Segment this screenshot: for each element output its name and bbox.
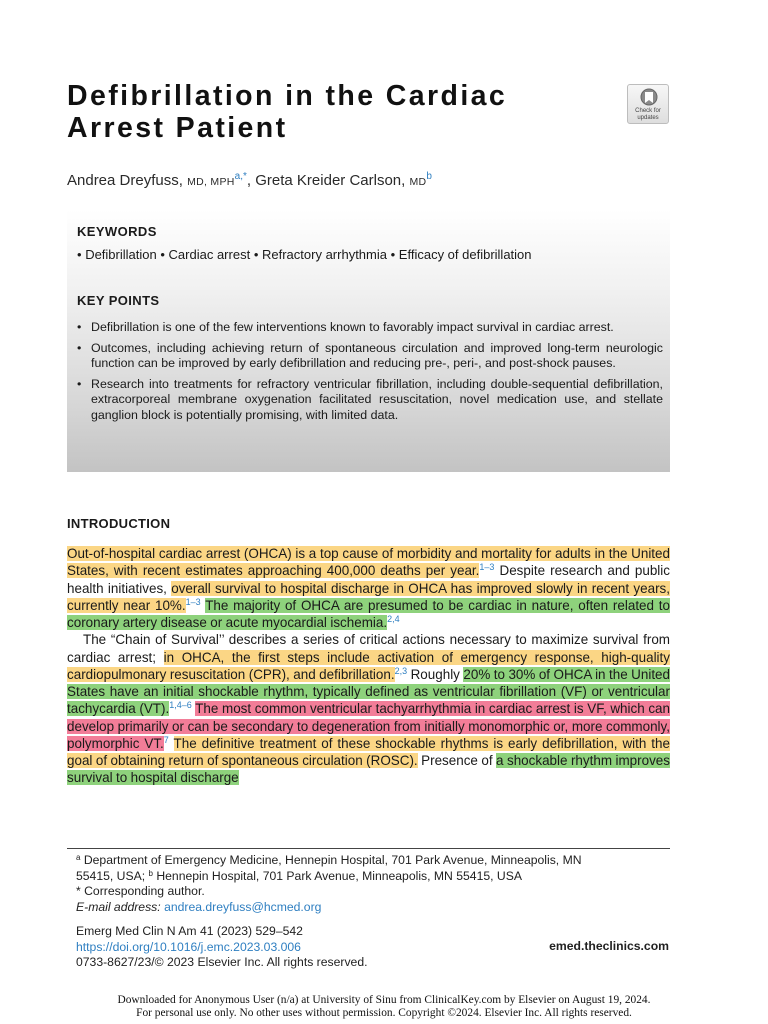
author-1-affiliation[interactable]: a,* bbox=[234, 171, 247, 182]
journal-website[interactable]: emed.theclinics.com bbox=[549, 939, 669, 953]
footnote-divider bbox=[67, 848, 670, 849]
article-title bbox=[67, 80, 507, 144]
highlight-pink: The most common ventricular tachyarrhythmia in cardiac arrest is VF, which can develop primarily or can be secondary to degeneration from initially monomorphic or, more commonly, polymorphic VT. bbox=[67, 701, 670, 751]
author-1-degree: MD, MPH bbox=[187, 176, 235, 188]
body-text-run: Roughly bbox=[407, 666, 464, 682]
key-point-text: Outcomes, including achieving return of spontaneous circulation and improved long-term neurologic function can be improved by early defibrillation and reducing pre-, peri-, and post-shock pauses. bbox=[91, 340, 663, 370]
key-point-bullet: • bbox=[77, 320, 82, 334]
introduction-body bbox=[67, 545, 670, 787]
keyword-item: Efficacy of defibrillation bbox=[398, 247, 532, 262]
intro-paragraph-2 bbox=[67, 631, 670, 786]
author-separator: , bbox=[246, 172, 252, 189]
highlight-yellow: overall survival to hospital discharge in OHCA has improved slowly in recent years, currently near 10%. bbox=[67, 580, 670, 613]
body-text-run: Despite research and public health initiatives, bbox=[67, 563, 671, 596]
bookmark-ribbon-icon bbox=[640, 88, 658, 108]
author-line bbox=[67, 172, 432, 189]
download-notice-line-1: Downloaded for Anonymous User (n/a) at University of Sinu from ClinicalKey.com by Elsevier on August 19, 2024. bbox=[117, 994, 651, 1006]
highlight-green: The majority of OHCA are presumed to be cardiac in nature, often related to coronary artery disease or acute myocardial ischemia. bbox=[67, 597, 670, 630]
title-line-1: Defibrillation in the Cardiac bbox=[67, 80, 508, 112]
highlight-yellow: in OHCA, the first steps include activation of emergency response, high-quality cardiopulmonary resuscitation (CPR), and defibrillation. bbox=[67, 649, 670, 682]
author-2-name: Greta Kreider Carlson, bbox=[255, 172, 406, 189]
check-for-updates-badge[interactable] bbox=[627, 84, 669, 124]
email-line bbox=[76, 900, 666, 916]
key-point-text: Defibrillation is one of the few interventions known to favorably impact survival in cardiac arrest. bbox=[91, 320, 614, 334]
key-point-bullet: • bbox=[77, 376, 82, 391]
download-notice bbox=[0, 994, 768, 1019]
key-point-item bbox=[77, 341, 663, 372]
keyword-item: Refractory arrhythmia bbox=[262, 247, 387, 262]
citation-block bbox=[76, 924, 368, 971]
reference-link[interactable]: 7 bbox=[163, 734, 169, 745]
key-point-item bbox=[77, 377, 663, 424]
highlight-green: a shockable rhythm improves survival to hospital discharge bbox=[67, 753, 670, 786]
keyword-bullet: • bbox=[253, 247, 259, 262]
author-2-degree: MD bbox=[409, 176, 427, 188]
footnote-affiliation-a: $^a$ Department of Emergency Medicine, Hennepin Hospital, 701 Park Avenue, Minneapolis, MN bbox=[76, 853, 582, 867]
title-line-2: Arrest Patient bbox=[67, 112, 288, 144]
key-point-item bbox=[77, 320, 663, 336]
intro-paragraph-1 bbox=[67, 545, 670, 631]
keywords-heading: KEYWORDS bbox=[77, 224, 157, 239]
keyword-bullet: • bbox=[160, 247, 165, 262]
key-point-bullet: • bbox=[77, 340, 82, 355]
download-notice-line-2: For personal use only. No other uses without permission. Copyright ©2024. Elsevier Inc. All rights reserved. bbox=[136, 1006, 632, 1019]
author-2-affiliation[interactable]: b bbox=[426, 171, 432, 182]
keywords-list bbox=[77, 247, 532, 262]
affiliation-footnotes bbox=[76, 853, 666, 915]
keyword-item: Cardiac arrest bbox=[168, 247, 251, 262]
key-points-list bbox=[77, 320, 663, 428]
reference-link[interactable]: 1–3 bbox=[185, 596, 201, 607]
introduction-heading: INTRODUCTION bbox=[67, 516, 171, 531]
reference-link[interactable]: 2,3 bbox=[394, 665, 408, 676]
badge-label: Check for updates bbox=[635, 108, 661, 121]
author-1-name: Andrea Dreyfuss, bbox=[67, 172, 183, 189]
email-label: E-mail address: bbox=[76, 899, 161, 914]
reference-link[interactable]: 2,4 bbox=[387, 614, 400, 624]
body-text-run: Presence of bbox=[417, 753, 497, 768]
body-text-run: The “Chain of Survival’’ describes a series of critical actions necessary to maximize survival from cardiac arrest; bbox=[67, 632, 670, 665]
highlight-yellow: Out-of-hospital cardiac arrest (OHCA) is a top cause of morbidity and mortality for adults in the United States, with recent estimates approaching 400,000 deaths per year. bbox=[67, 546, 670, 579]
copyright-line: 0733-8627/23/© 2023 Elsevier Inc. All rights reserved. bbox=[76, 955, 368, 969]
journal-citation: Emerg Med Clin N Am 41 (2023) 529–542 bbox=[76, 924, 303, 938]
email-link[interactable]: andrea.dreyfuss@hcmed.org bbox=[164, 899, 322, 914]
highlight-yellow: The definitive treatment of these shockable rhythms is early defibrillation, with the goal of obtaining return of spontaneous circulation (ROSC). bbox=[67, 735, 670, 768]
body-text-run bbox=[169, 736, 174, 751]
reference-link[interactable]: 1–3 bbox=[479, 562, 495, 573]
reference-link[interactable]: 1,4–6 bbox=[169, 700, 192, 711]
highlight-green: 20% to 30% of OHCA in the United States have an initial shockable rhythm, typically defined as ventricular fibrillation (VF) or ventricular tachycardia (VT). bbox=[67, 666, 671, 717]
doi-link[interactable]: https://doi.org/10.1016/j.emc.2023.03.006 bbox=[76, 939, 301, 954]
key-point-text: Research into treatments for refractory ventricular fibrillation, including double-sequential defibrillation, extracorporeal membrane oxygenation facilitated resuscitation, novel medication use, and stellate ganglion block is potentially promising, with limited data. bbox=[91, 376, 663, 422]
keywords-keypoints-box bbox=[67, 210, 670, 472]
corresponding-author-note: * Corresponding author. bbox=[76, 884, 205, 898]
keyword-bullet: • bbox=[77, 247, 82, 262]
keyword-item: Defibrillation bbox=[85, 247, 157, 262]
key-points-heading: KEY POINTS bbox=[77, 293, 160, 308]
keyword-bullet: • bbox=[390, 247, 396, 262]
footnote-affiliation-b: 55415, USA; $^b$ Hennepin Hospital, 701 Park Avenue, Minneapolis, MN 55415, USA bbox=[76, 868, 522, 883]
